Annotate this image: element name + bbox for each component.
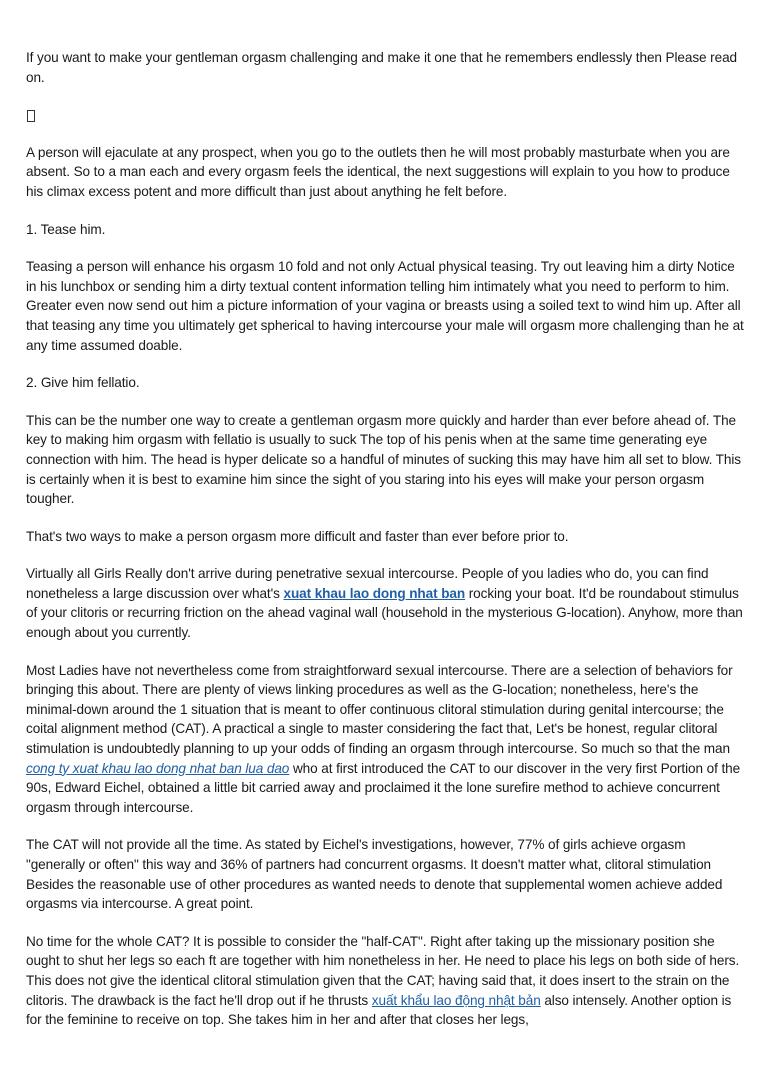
paragraph-cat-stats: The CAT will not provide all the time. As stated by Eichel's investigations, however, 77% of girls achieve orgasm "generally or often" this way and 36% of partners had concurrent orgasms. It doesn't matter what, clitoral stimulation Besides the reasonable use of other procedures as wanted needs to denote that supplemental women achieve added orgasms via intercourse. A great point. <box>26 837 723 912</box>
document-body <box>26 48 746 1048</box>
link-cong-ty-xuat-khau[interactable]: cong ty xuat khau lao dong nhat ban lua dao <box>26 760 290 776</box>
paragraph-fellatio: This can be the number one way to create a gentleman orgasm more quickly and harder than ever before ahead of. The key to making him orgasm with fellatio is usually to suck The top of his penis when at the same time generating eye connection with him. The head is hyper delicate so a handful of minutes of sucking this may have him all set to blow. This is certainly when it is best to examine him since the sight of you staring into his eyes will make your person orgasm tougher. <box>26 412 741 507</box>
heading-tease: 1. Tease him. <box>26 221 106 237</box>
paragraph-half-cat-text-a: No time for the whole CAT? It is possible to consider the "half-CAT". Right after taking up the missionary position she ought to shut her legs so each ft are together with him nonetheless in her. He need to place his legs on both side of hers. This does not give the identical clitoral stimulation given that the CAT; having said that, it does insert to the strain on the clitoris. The drawback is the fact he'll drop out if he thrusts <box>26 933 740 1008</box>
paragraph-girls-text-a: Virtually all Girls Really don't arrive during penetrative sexual intercourse. People of you ladies who do, you can find nonetheless a large discussion over what's <box>26 566 709 601</box>
link-xuat-khau-lao-dong[interactable]: xuat khau lao dong nhat ban <box>283 585 466 601</box>
paragraph-girls-text-b: rocking your boat. It'd be roundabout stimulus of your clitoris or recurring friction on the ahead vaginal wall (household in the mysterious G-location). Anyhow, more than enough about you currently. <box>26 585 743 641</box>
paragraph-intro: If you want to make your gentleman orgasm challenging and make it one that he remembers endlessly then Please read on. <box>26 50 737 85</box>
missing-glyph-line <box>26 105 746 125</box>
heading-fellatio: 2. Give him fellatio. <box>26 375 140 391</box>
missing-glyph-icon <box>27 110 35 122</box>
link-xuat-khau-vietnamese[interactable]: xuất khẩu lao động nhật bản <box>371 992 541 1008</box>
paragraph-half-cat-text-b: also intensely. Another option is for the feminine to receive on top. She takes him in her and after that closes her legs, <box>26 992 732 1028</box>
paragraph-girls <box>26 564 746 642</box>
paragraph-two-ways: That's two ways to make a person orgasm more difficult and faster than ever before prior to. <box>26 528 569 544</box>
paragraph-teasing: Teasing a person will enhance his orgasm 10 fold and not only Actual physical teasing. Try out leaving him a dirty Notice in his lunchbox or sending him a dirty textual content information telling him intimately what you need to perform to him. Greater even now send out him a picture information of your vagina or breasts using a soiled text to wind him up. After all that teasing any time you ultimately get spherical to having intercourse your male will orgasm more challenging than he at any time assumed doable. <box>26 259 744 353</box>
paragraph-cat-text-a: Most Ladies have not nevertheless come from straightforward sexual intercourse. There are a selection of behaviors for bringing this about. There are plenty of views linking procedures as well as the G-location; nonetheless, here's the minimal-down around the 1 situation that is meant to offer continuous clitoral stimulation during genital intercourse; the coital alignment method (CAT). A practical a single to master considering the fact that, Let's be honest, regular clitoral stimulation is undoubtedly planning to up your odds of finding an orgasm through intercourse. So much so that the man <box>26 662 733 757</box>
paragraph-cat-method <box>26 661 746 818</box>
paragraph-half-cat <box>26 932 746 1030</box>
paragraph-cat-text-b: who at first introduced the CAT to our discover in the very first Portion of the 90s, Edward Eichel, obtained a little bit carried away and proclaimed it the lone surefire method to achieve concurrent orgasm through intercourse. <box>26 760 741 815</box>
paragraph-ejaculate: A person will ejaculate at any prospect, when you go to the outlets then he will most probably masturbate when you are absent. So to a man each and every orgasm feels the identical, the next suggestions will explain to you how to produce his climax excess potent and more difficult than just about anything he felt before. <box>26 144 730 199</box>
